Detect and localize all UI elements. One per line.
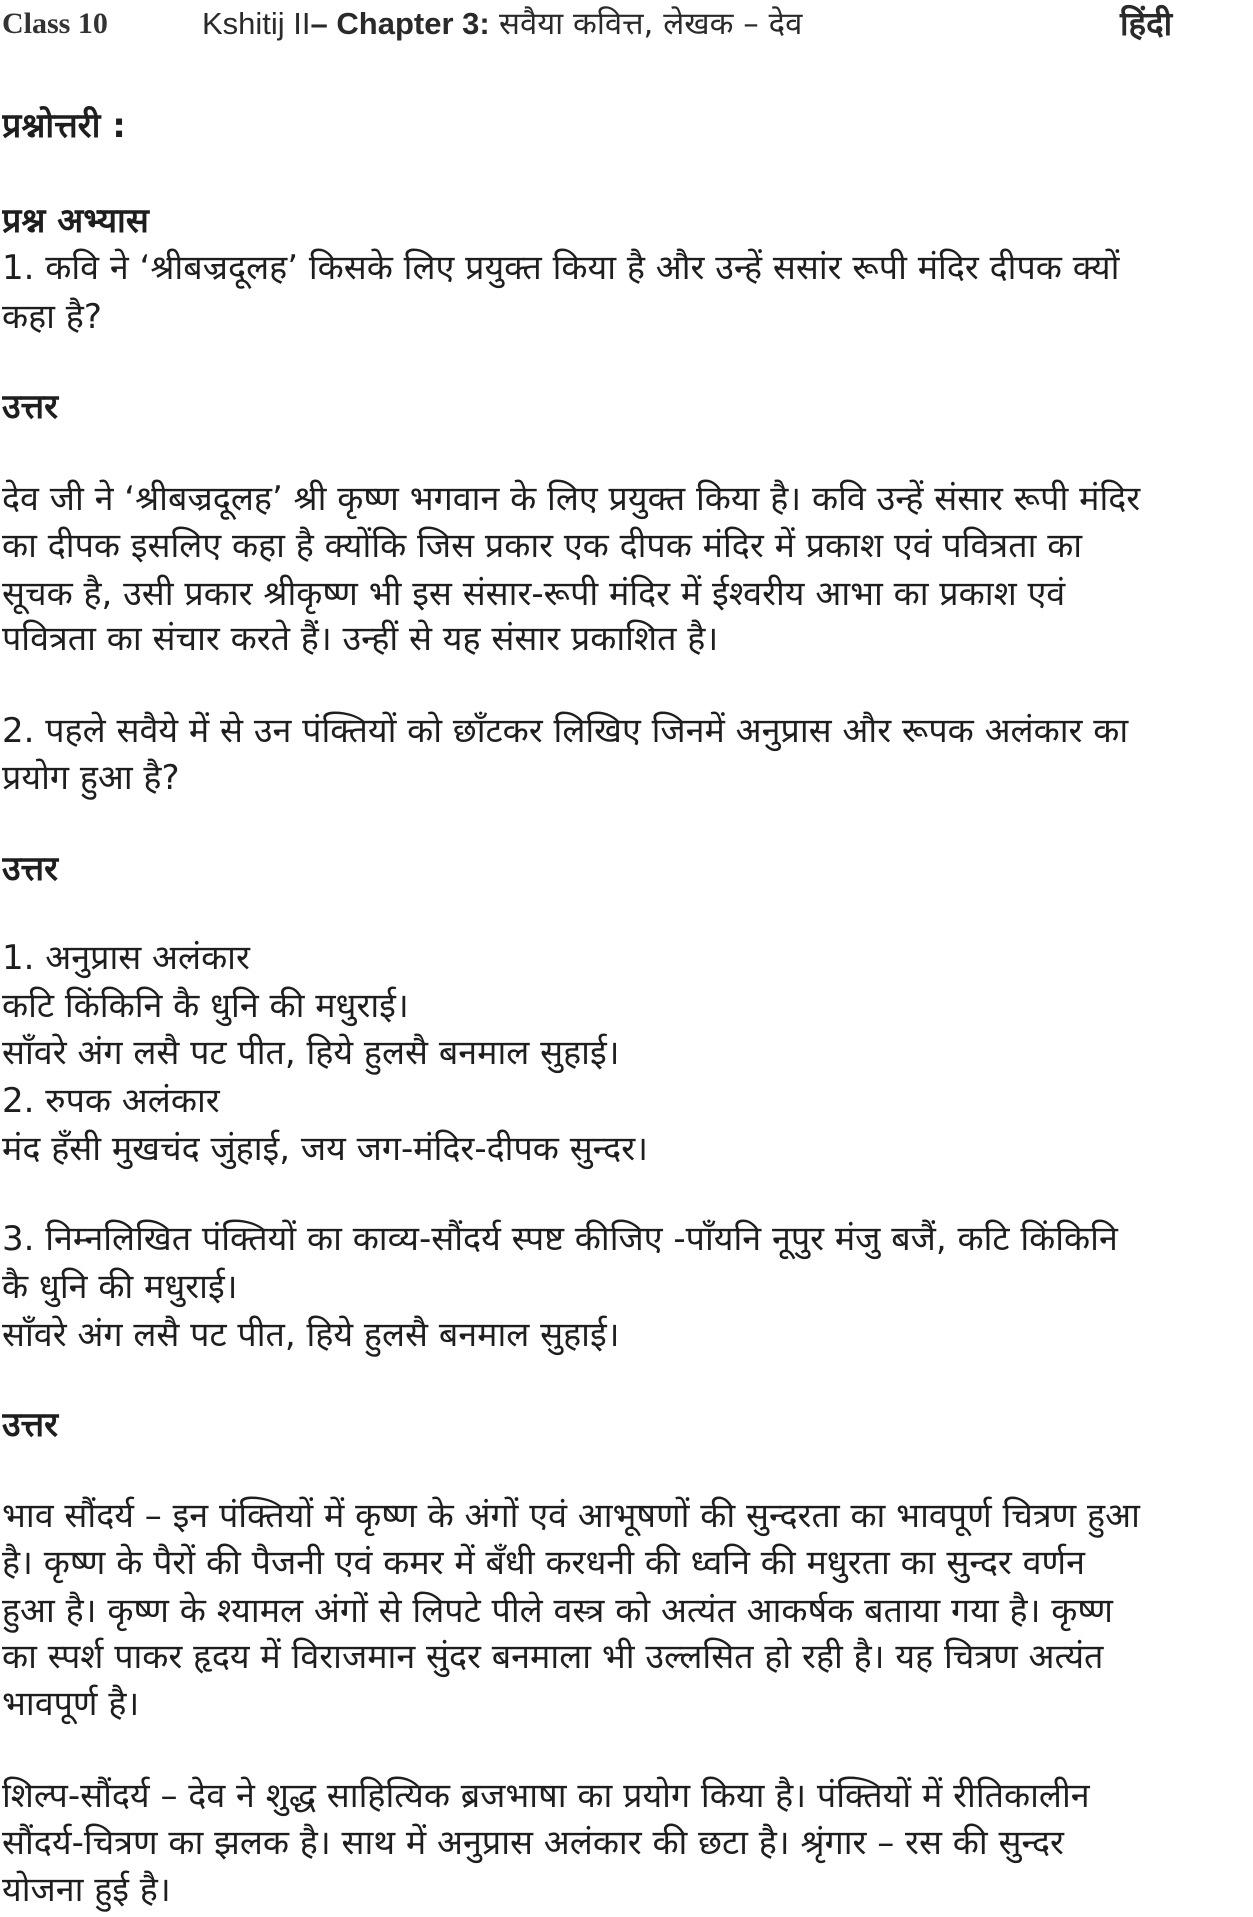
exercise-title: प्रश्न अभ्यास <box>2 201 149 241</box>
answer-label: उत्तर <box>2 849 59 889</box>
answer-2-line: मंद हँसी मुखचंद जुंहाई, जय जग-मंदिर-दीपक सुन्दर। <box>2 1129 649 1169</box>
chapter-title: सवैया कवित्त, लेखक – देव <box>499 6 803 42</box>
answer-1-line: सूचक है, उसी प्रकार श्रीकृष्ण भी इस संसार-रूपी मंदिर में ईश्वरीय आभा का प्रकाश एवं <box>2 574 1066 614</box>
subject-label: हिंदी <box>1120 4 1173 43</box>
answer-label: उत्तर <box>2 387 59 427</box>
answer-3-line: का स्पर्श पाकर हृदय में विराजमान सुंदर बनमाला भी उल्लसित हो रही है। यह चित्रण अत्यंत <box>2 1637 1104 1677</box>
question-1-line: 1. कवि ने ‘श्रीबज्रदूलह’ किसके लिए प्रयुक्त किया है और उन्हें ससांर रूपी मंदिर दीपक क्यों <box>2 248 1120 288</box>
class-label: Class 10 <box>2 7 108 40</box>
answer-3-line: हुआ है। कृष्ण के श्यामल अंगों से लिपटे पीले वस्त्र को अत्यंत आकर्षक बताया गया है। कृष्ण <box>2 1591 1113 1631</box>
answer-1-line: पवित्रता का संचार करते हैं। उन्हीं से यह संसार प्रकाशित है। <box>2 619 719 659</box>
chapter-heading <box>202 4 802 44</box>
answer-2-line: साँवरे अंग लसै पट पीत, हिये हुलसै बनमाल सुहाई। <box>2 1033 620 1073</box>
answer-3-line: शिल्प-सौंदर्य – देव ने शुद्ध साहित्यिक ब्रजभाषा का प्रयोग किया है। पंक्तियों में रीतिकालीन <box>2 1776 1090 1816</box>
answer-2-line: 2. रुपक अलंकार <box>2 1081 220 1121</box>
answer-3-line: है। कृष्ण के पैरों की पैजनी एवं कमर में बँधी करधनी की ध्वनि की मधुरता का सुन्दर वर्णन <box>2 1543 1085 1583</box>
answer-3-line: योजना हुई है। <box>2 1870 171 1910</box>
answer-3-line: भाव सौंदर्य – इन पंक्तियों में कृष्ण के अंगों एवं आभूषणों की सुन्दरता का भावपूर्ण चित्रण हुआ <box>2 1496 1140 1536</box>
answer-3-line: सौंदर्य-चित्रण का झलक है। साथ में अनुप्रास अलंकार की छटा है। श्रृंगार – रस की सुन्दर <box>2 1823 1064 1863</box>
answer-1-line: देव जी ने ‘श्रीबज्रदूलह’ श्री कृष्ण भगवान के लिए प्रयुक्त किया है। कवि उन्हें संसार रूपी मंदिर <box>2 479 1141 519</box>
chapter-label: – Chapter 3: <box>310 6 490 41</box>
question-2-line: प्रयोग हुआ है? <box>2 758 180 798</box>
question-2-line: 2. पहले सवैये में से उन पंक्तियों को छाँटकर लिखिए जिनमें अनुप्रास और रूपक अलंकार का <box>2 711 1129 751</box>
question-3-line: 3. निम्नलिखित पंक्तियों का काव्य-सौंदर्य स्पष्ट कीजिए -पाँयनि नूपुर मंजु बजैं, कटि किंकिनि <box>2 1219 1118 1259</box>
answer-2-line: कटि किंकिनि कै धुनि की मधुराई। <box>2 986 409 1026</box>
section-title: प्रश्नोत्तरी : <box>2 106 126 146</box>
answer-2-line: 1. अनुप्रास अलंकार <box>2 938 250 978</box>
answer-1-line: का दीपक इसलिए कहा है क्योंकि जिस प्रकार एक दीपक मंदिर में प्रकाश एवं पवित्रता का <box>2 526 1083 566</box>
page-header <box>0 0 1253 50</box>
book-name: Kshitij II <box>202 6 311 41</box>
answer-3-line: भावपूर्ण है। <box>2 1684 140 1724</box>
question-3-line: कै धुनि की मधुराई। <box>2 1267 238 1307</box>
question-3-line: साँवरे अंग लसै पट पीत, हिये हुलसै बनमाल सुहाई। <box>2 1315 620 1355</box>
answer-label: उत्तर <box>2 1405 59 1445</box>
question-1-line: कहा है? <box>2 297 102 337</box>
